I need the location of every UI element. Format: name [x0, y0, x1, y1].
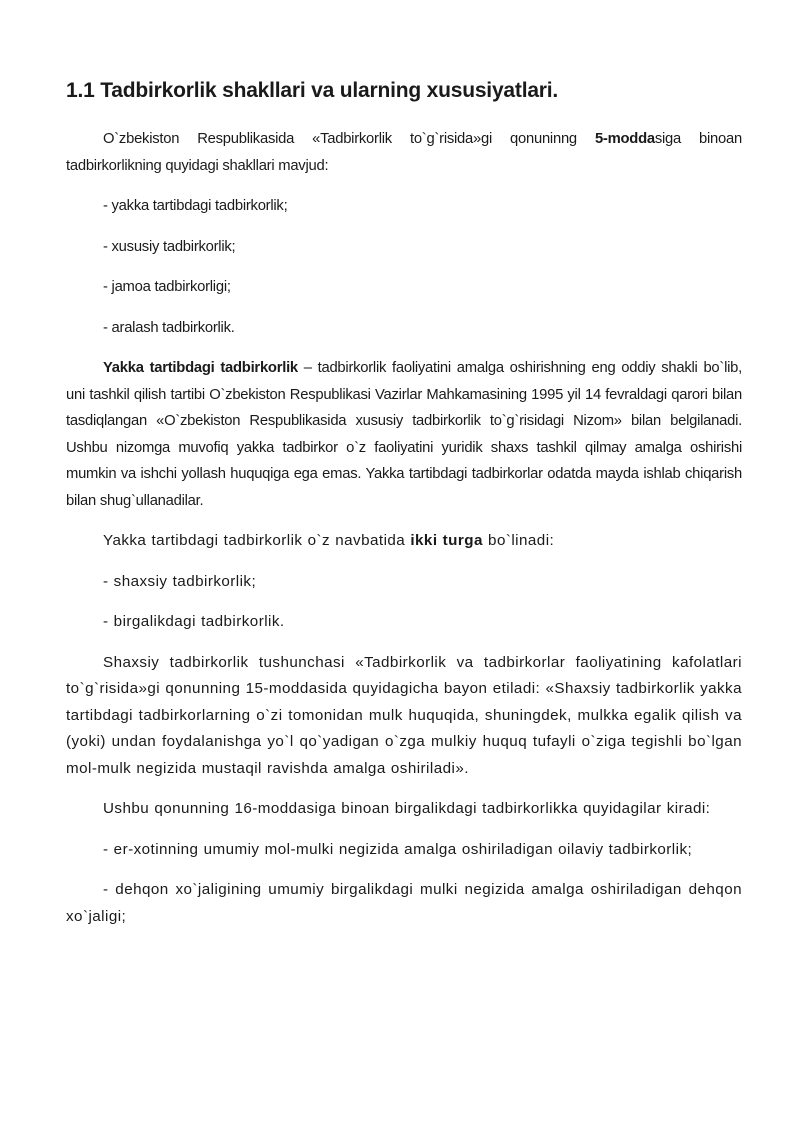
list-item-type-1: - shaxsiy tadbirkorlik;: [103, 572, 257, 590]
list-item-form-3: - jamoa tadbirkorligi;: [103, 279, 231, 295]
intro-text-end: siga binoan tadbirkorlikning quyidagi shakllari mavjud:: [66, 131, 742, 174]
individual-entrepreneurship-paragraph: [66, 355, 742, 514]
types-count-bold: ikki turga: [410, 532, 483, 549]
list-item-joint-1: - er-xotinning umumiy mol-mulki negizida amalga oshiriladigan oilaviy tadbirkorlik;: [103, 840, 693, 858]
intro-article-bold: 5-modda: [594, 131, 655, 147]
section-heading: 1.1 Tadbirkorlik shakllari va ularning xususiyatlari.: [66, 79, 559, 102]
joint-entrepreneurship-paragraph: Ushbu qonunning 16-moddasiga binoan birgalikdagi tadbirkorlikka quyidagilar kiradi:: [103, 800, 711, 817]
types-intro-end: bo`linadi:: [482, 532, 555, 549]
intro-paragraph: [66, 126, 742, 179]
individual-entrepreneurship-text: – tadbirkorlik faoliyatini amalga oshirishning eng oddiy shakli bo`lib, uni tashkil qilish tartibi O`zbekiston Respublikasi Vazirlar Mahkamasining 1995 yil 14 fevraldagi qarori bilan tasdiqlangan «O`zbekiston Respublikasida xususiy tadbirkorlik to`g`risidagi Nizom» bilan belgilanadi. Ushbu nizomga muvofiq yakka tadbirkor o`z faoliyatini yuridik shaxs tashkil qilmay amalga oshirishi mumkin va ishchi yollash huquqiga ega emas. Yakka tartibdagi tadbirkorlar odatda mayda ishlab chiqarish bilan shug`ullanadilar.: [66, 360, 742, 509]
intro-text-start: O`zbekiston Respublikasida «Tadbirkorlik to`g`risida»gi qonuninng: [103, 131, 595, 147]
list-item-form-4: - aralash tadbirkorlik.: [103, 319, 235, 336]
types-intro-start: Yakka tartibdagi tadbirkorlik o`z navbatida: [103, 532, 411, 549]
individual-entrepreneurship-term: Yakka tartibdagi tadbirkorlik: [103, 360, 298, 376]
list-item-joint-2: - dehqon xo`jaligining umumiy birgalikdagi mulki negizida amalga oshiriladigan dehqon xo`jaligi;: [66, 881, 742, 925]
types-intro-paragraph: [66, 528, 742, 555]
list-item-type-2: - birgalikdagi tadbirkorlik.: [103, 613, 285, 630]
list-item-form-1: - yakka tartibdagi tadbirkorlik;: [103, 198, 288, 214]
list-item-form-2: - xususiy tadbirkorlik;: [103, 238, 236, 255]
personal-entrepreneurship-paragraph: Shaxsiy tadbirkorlik tushunchasi «Tadbirkorlik va tadbirkorlar faoliyatining kafolatlari to`g`risida»gi qonunning 15-moddasida quyidagicha bayon etiladi: «Shaxsiy tadbirkorlik yakka tartibdagi tadbirkorlarning o`zi tomonidan mulk huquqida, shuningdek, mulkka egalik qilish va (yoki) undan foydalanishga yo`l qo`yadigan o`zga mulkiy huquq tufayli o`ziga tegishli bo`lgan mol-mulk negizida mustaqil ravishda amalga oshiriladi».: [66, 653, 742, 777]
